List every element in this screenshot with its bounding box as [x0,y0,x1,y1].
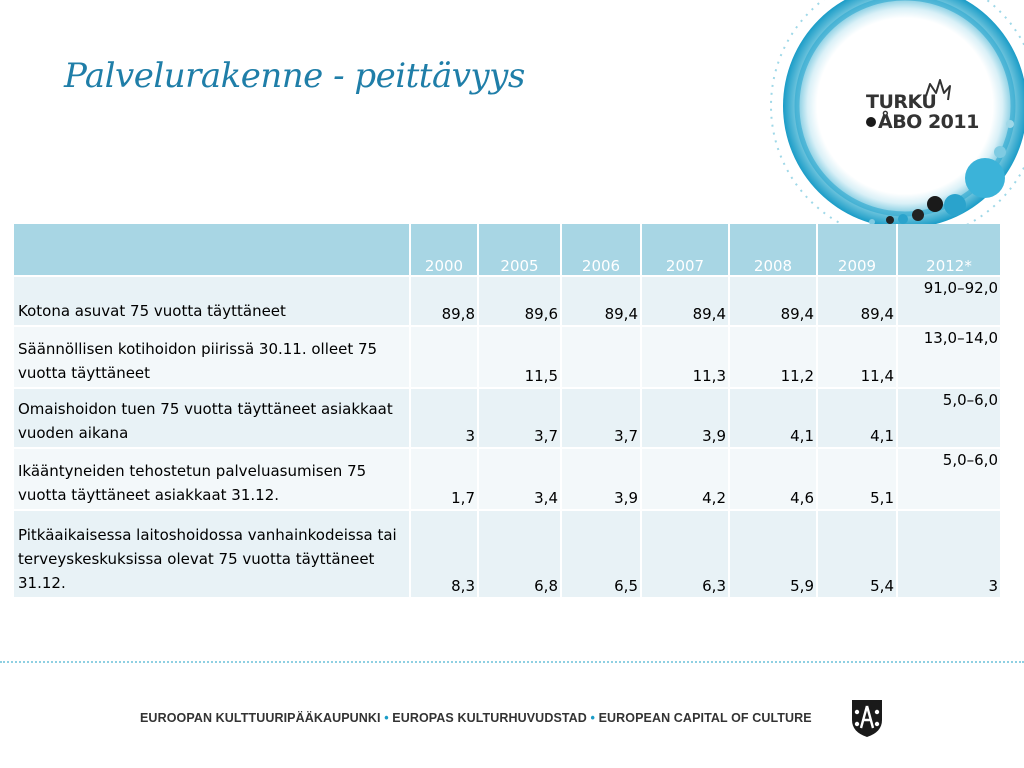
cell-value: 1,7 [410,448,478,510]
cell-value: 3,7 [478,388,561,448]
cell-value: 6,8 [478,510,561,598]
footer-divider [0,661,1024,663]
header-year-2009: 2009 [817,224,897,276]
cell-value: 4,1 [817,388,897,448]
cell-value [561,326,641,388]
cell-value: 3,9 [561,448,641,510]
footer-part-english: EUROPEAN CAPITAL OF CULTURE [598,711,812,725]
header-year-2012: 2012* [897,224,1001,276]
cell-value: 89,8 [410,276,478,326]
cell-value: 3 [410,388,478,448]
table-header-row [14,224,1001,276]
cell-value: 89,4 [729,276,817,326]
cell-value: 89,4 [561,276,641,326]
header-year-2000: 2000 [410,224,478,276]
row-label: Pitkäaikaisessa laitoshoidossa vanhainkodeissa tai terveyskeskuksissa olevat 75 vuotta täyttäneet 31.12. [14,510,410,598]
cell-value [410,326,478,388]
slide-title: Palvelurakenne - peittävyys [64,56,525,96]
cell-value: 4,1 [729,388,817,448]
footer-separator: • [384,711,389,725]
row-label: Kotona asuvat 75 vuotta täyttäneet [14,276,410,326]
table-row [14,510,1001,598]
header-year-2006: 2006 [561,224,641,276]
cell-value: 89,6 [478,276,561,326]
cell-value: 5,0–6,0 [897,448,1001,510]
cell-value: 3,7 [561,388,641,448]
turku-crest-icon [850,698,884,738]
coverage-table [14,224,1002,599]
header-label-cell [14,224,410,276]
cell-value: 89,4 [641,276,729,326]
footer-tagline [140,711,812,725]
footer-part-finnish: EUROOPAN KULTTUURIPÄÄKAUPUNKI [140,711,381,725]
logo-line-1: TURKU [866,91,937,113]
cell-value: 3,9 [641,388,729,448]
cell-value: 5,0–6,0 [897,388,1001,448]
cell-value: 5,9 [729,510,817,598]
cell-value: 13,0–14,0 [897,326,1001,388]
table-row [14,276,1001,326]
cell-value: 8,3 [410,510,478,598]
table-row [14,388,1001,448]
cell-value: 91,0–92,0 [897,276,1001,326]
cell-value: 4,2 [641,448,729,510]
cell-value: 11,3 [641,326,729,388]
logo-line-2: ÅBO 2011 [878,111,979,133]
footer-separator: • [590,711,596,725]
cell-value: 5,4 [817,510,897,598]
logo-dot-icon [866,117,876,127]
row-label: Omaishoidon tuen 75 vuotta täyttäneet asiakkaat vuoden aikana [14,388,410,448]
table-row [14,326,1001,388]
header-year-2005: 2005 [478,224,561,276]
header-year-2007: 2007 [641,224,729,276]
row-label: Säännöllisen kotihoidon piirissä 30.11. olleet 75 vuotta täyttäneet [14,326,410,388]
cell-value: 4,6 [729,448,817,510]
cell-value: 3 [897,510,1001,598]
cell-value: 5,1 [817,448,897,510]
cell-value: 3,4 [478,448,561,510]
row-label: Ikääntyneiden tehostetun palveluasumisen 75 vuotta täyttäneet asiakkaat 31.12. [14,448,410,510]
cell-value: 89,4 [817,276,897,326]
cell-value: 6,3 [641,510,729,598]
turku-2011-logo-text [866,92,979,132]
cell-value: 6,5 [561,510,641,598]
cell-value: 11,5 [478,326,561,388]
footer-part-swedish: EUROPAS KULTURHUVUDSTAD [392,711,587,725]
table-row [14,448,1001,510]
header-year-2008: 2008 [729,224,817,276]
cell-value: 11,2 [729,326,817,388]
cell-value: 11,4 [817,326,897,388]
